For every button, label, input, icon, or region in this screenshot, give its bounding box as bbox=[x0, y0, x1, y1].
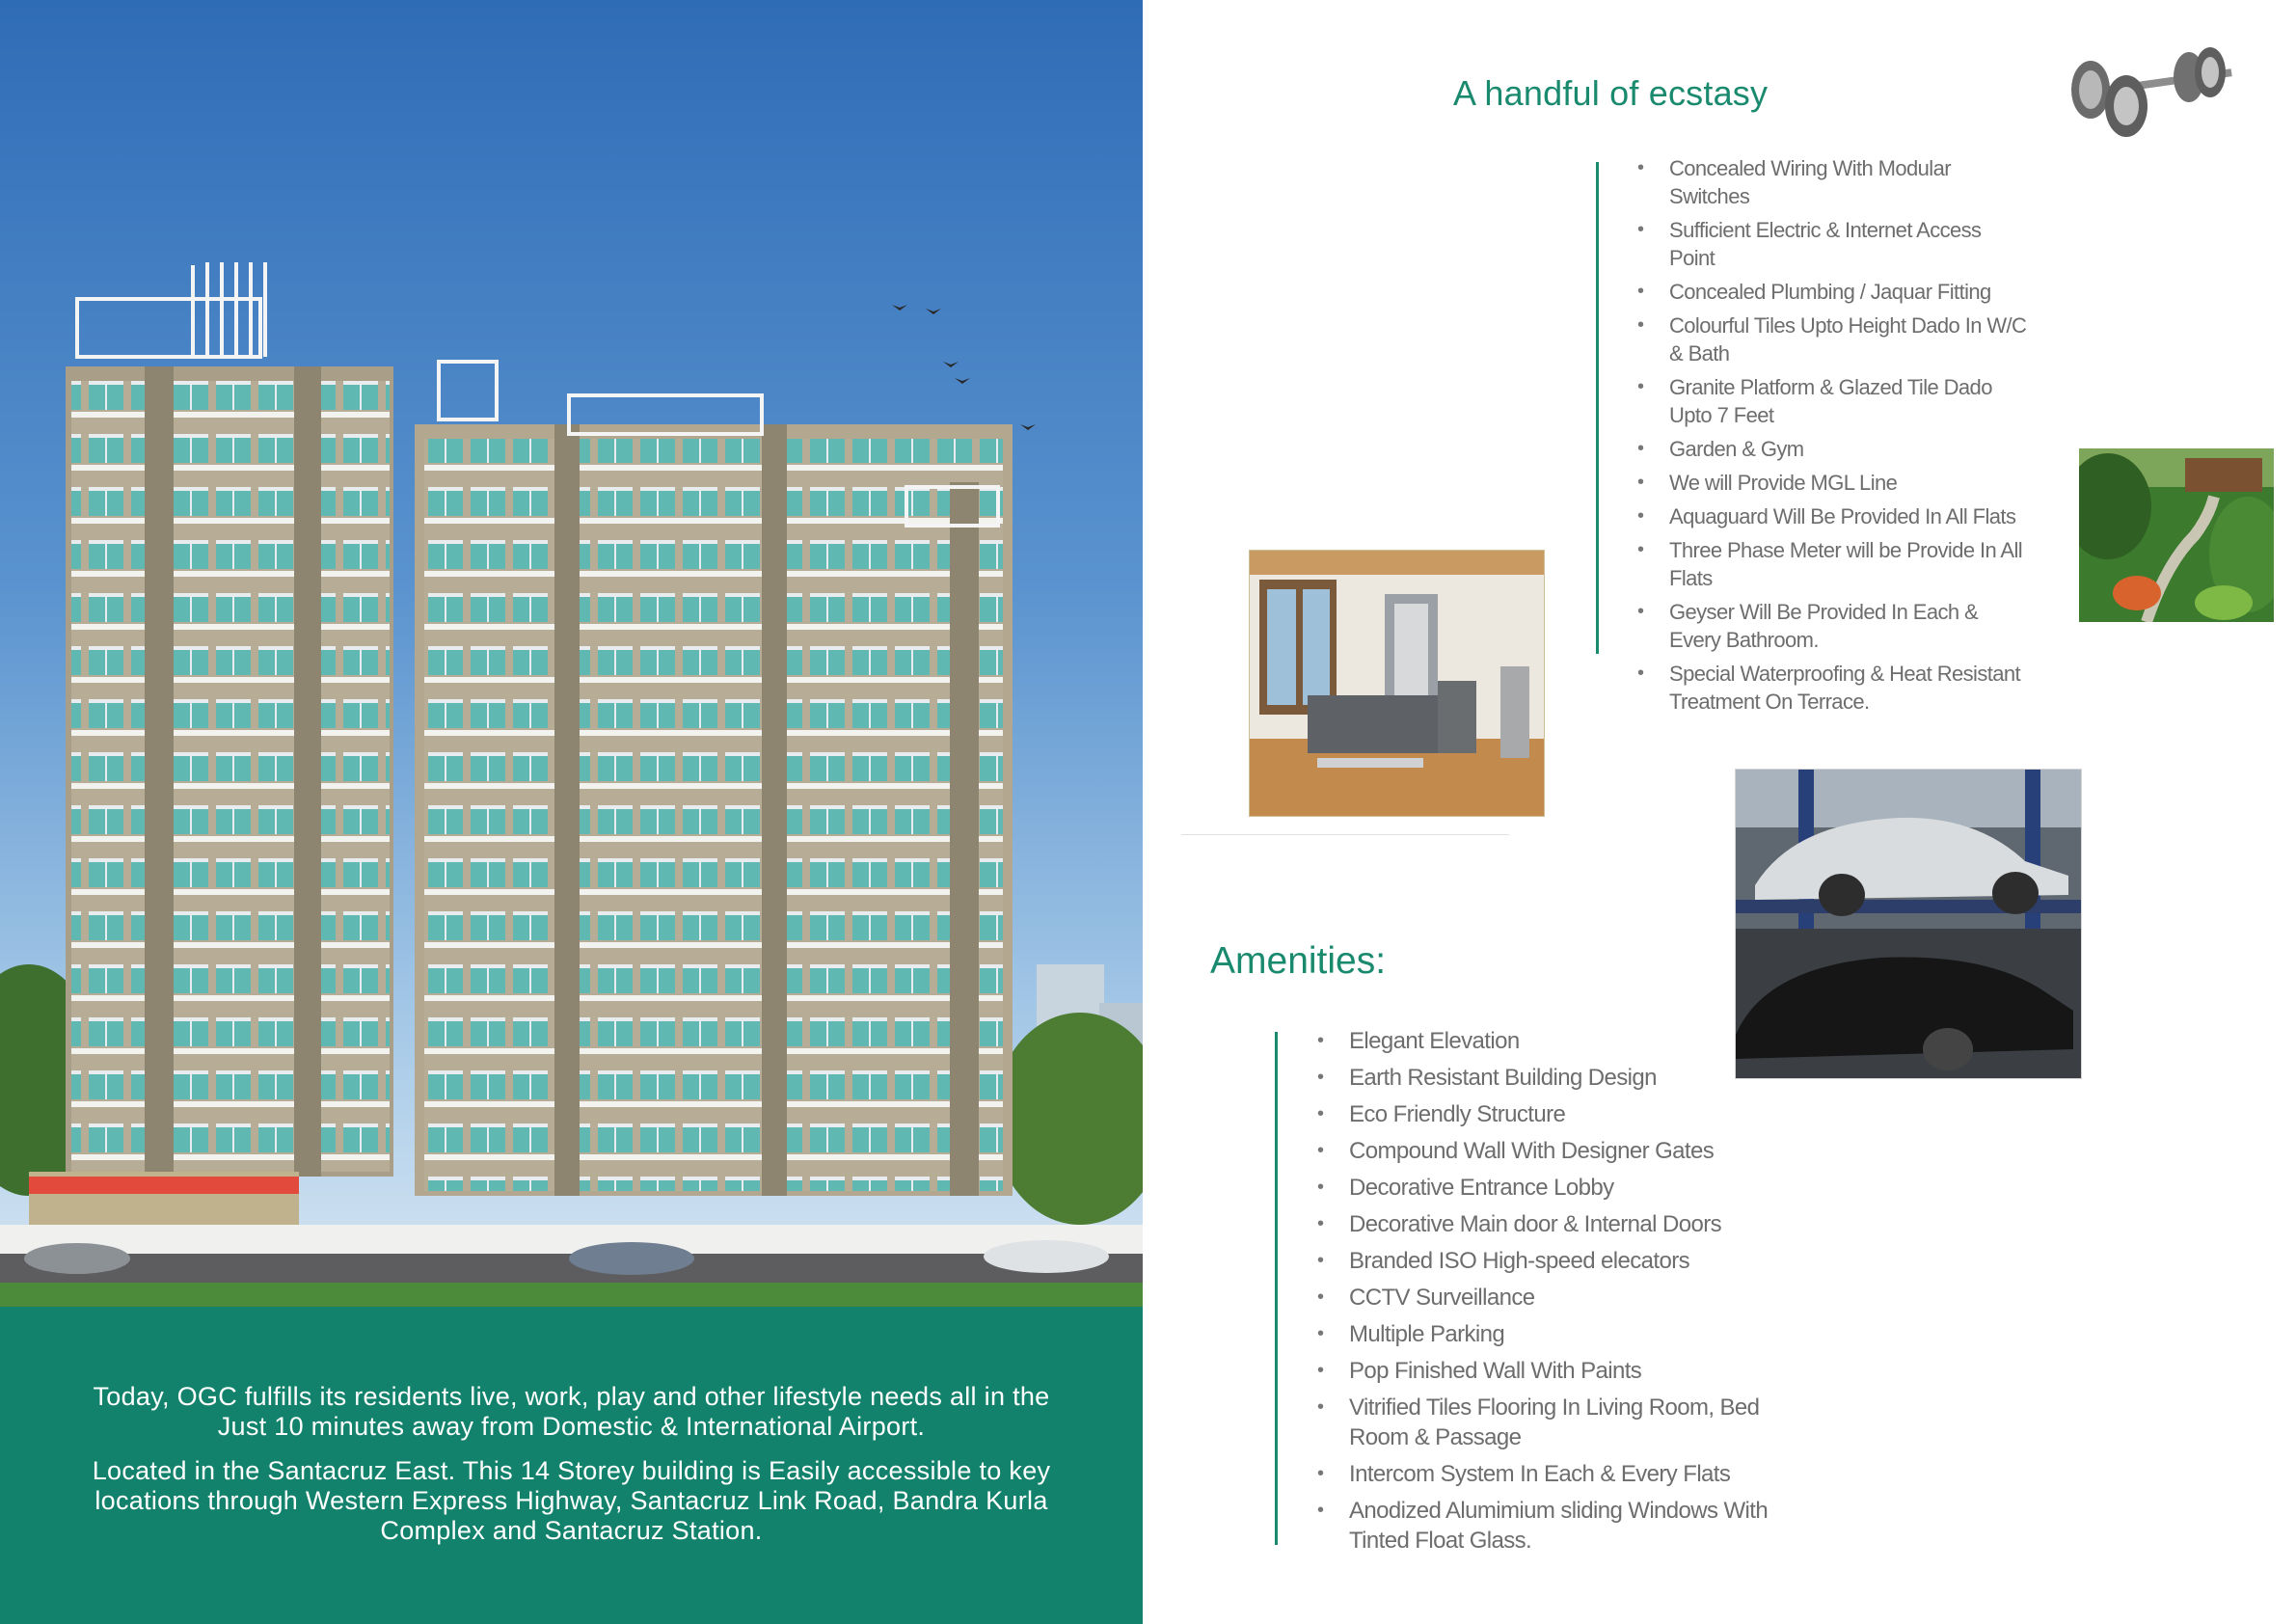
list-item: • Earth Resistant Building Design bbox=[1317, 1063, 1775, 1093]
list-item: • Intercom System In Each & Every Flats bbox=[1317, 1459, 1775, 1489]
list-item: • Branded ISO High-speed elecators bbox=[1317, 1246, 1775, 1276]
list-item: • Elegant Elevation bbox=[1317, 1026, 1775, 1056]
list-item: • We will Provide MGL Line bbox=[1637, 469, 2028, 497]
intro-band bbox=[0, 1307, 1143, 1624]
amenities-heading: Amenities: bbox=[1210, 940, 1387, 982]
intro-paragraph-1: Today, OGC fulfills its residents live, work, play and other lifestyle needs all in the Just 10 minutes away from Domestic & International Airport. bbox=[93, 1382, 1050, 1441]
left-panel bbox=[0, 0, 1143, 1624]
list-item: • Concealed Plumbing / Jaquar Fitting bbox=[1637, 278, 2028, 306]
dumbbells-icon bbox=[2054, 34, 2252, 145]
list-item: • Anodized Alumimium sliding Windows With Tinted Float Glass. bbox=[1317, 1496, 1775, 1556]
list-item: • Decorative Main door & Internal Doors bbox=[1317, 1209, 1775, 1239]
list-item: • CCTV Surveillance bbox=[1317, 1283, 1775, 1313]
list-item: • Concealed Wiring With Modular Switches bbox=[1637, 154, 2028, 210]
amenities-rule bbox=[1275, 1032, 1278, 1545]
intro-paragraph-2: Located in the Santacruz East. This 14 Storey building is Easily accessible to key locations through Western Express Highway, Santacruz Link Road, Bandra Kurla Complex and Santacruz Station. bbox=[92, 1456, 1051, 1545]
list-item: • Multiple Parking bbox=[1317, 1319, 1775, 1349]
features-heading: A handful of ecstasy bbox=[1453, 73, 1769, 113]
divider bbox=[1181, 834, 1509, 835]
list-item: • Pop Finished Wall With Paints bbox=[1317, 1356, 1775, 1386]
right-panel bbox=[1143, 0, 2296, 1624]
list-item: • Compound Wall With Designer Gates bbox=[1317, 1136, 1775, 1166]
list-item: • Vitrified Tiles Flooring In Living Room, Bed Room & Passage bbox=[1317, 1393, 1775, 1452]
list-item: • Sufficient Electric & Internet Access Point bbox=[1637, 216, 2028, 272]
garden-photo bbox=[2079, 448, 2274, 622]
list-item: • Three Phase Meter will be Provide In All Flats bbox=[1637, 536, 2028, 592]
list-item: • Geyser Will Be Provided In Each & Every Bathroom. bbox=[1637, 598, 2028, 654]
gym-photo bbox=[1249, 550, 1545, 817]
list-item: • Granite Platform & Glazed Tile Dado Upto 7 Feet bbox=[1637, 373, 2028, 429]
list-item: • Special Waterproofing & Heat Resistant Treatment On Terrace. bbox=[1637, 660, 2028, 716]
amenities-list bbox=[1317, 1026, 1775, 1562]
features-rule bbox=[1596, 162, 1599, 654]
list-item: • Garden & Gym bbox=[1637, 435, 2028, 463]
list-item: • Eco Friendly Structure bbox=[1317, 1099, 1775, 1129]
car-parking-photo bbox=[1735, 769, 2082, 1079]
list-item: • Colourful Tiles Upto Height Dado In W/C & Bath bbox=[1637, 311, 2028, 367]
building-rendering bbox=[0, 0, 1143, 1307]
features-list bbox=[1637, 154, 2028, 721]
list-item: • Decorative Entrance Lobby bbox=[1317, 1173, 1775, 1203]
list-item: • Aquaguard Will Be Provided In All Flats bbox=[1637, 502, 2028, 530]
